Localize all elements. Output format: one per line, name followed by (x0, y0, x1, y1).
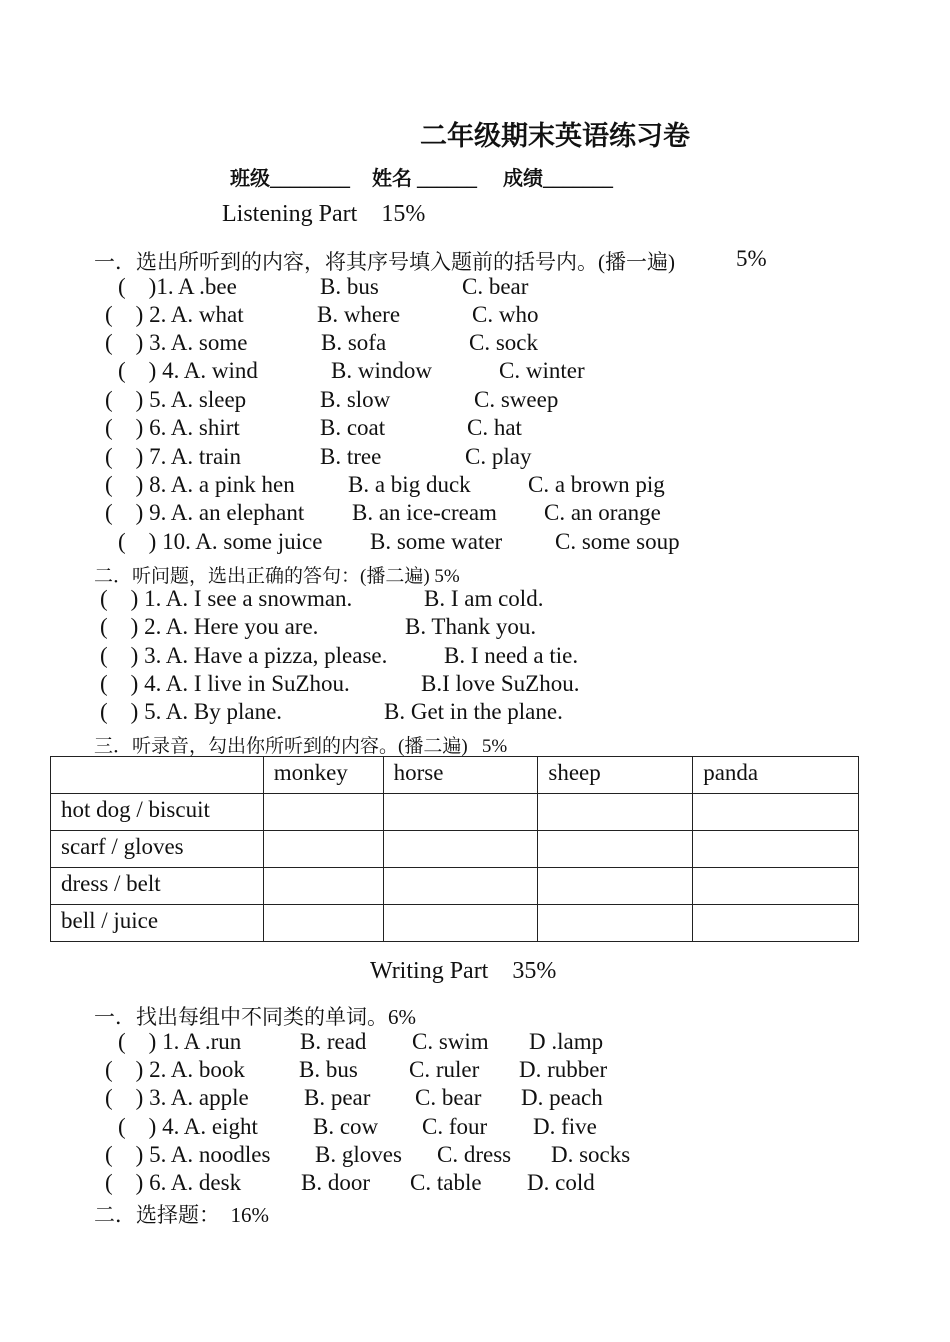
row-label: bell / juice (51, 905, 264, 942)
item-option-b: B. I am cold. (424, 586, 544, 611)
writing-sec1-instruction: 一．找出每组中不同类的单词。6% (94, 1005, 416, 1029)
check-cell[interactable] (693, 831, 859, 868)
item-option-a: ( ) 6. A. shirt (105, 415, 240, 440)
item-option-c: C. some soup (555, 529, 680, 554)
check-cell[interactable] (263, 905, 383, 942)
check-cell[interactable] (263, 794, 383, 831)
item-option-b: B. gloves (315, 1142, 402, 1167)
item-option-a: ( ) 4. A. eight (118, 1114, 258, 1139)
row-label: hot dog / biscuit (51, 794, 264, 831)
check-cell[interactable] (693, 905, 859, 942)
check-cell[interactable] (693, 868, 859, 905)
item-option-b: B. door (301, 1170, 370, 1195)
item-option-a: ( ) 4. A. I live in SuZhou. (100, 671, 350, 696)
item-option-c: C. swim (412, 1029, 489, 1054)
item-option-c: C. a brown pig (528, 472, 665, 497)
item-option-d: D. five (533, 1114, 597, 1139)
listening-sec3-instruction: 三．听录音，勾出你所听到的内容。(播二遍) 5% (94, 736, 508, 757)
item-option-a: ( ) 5. A. noodles (105, 1142, 271, 1167)
item-option-a: ( ) 3. A. some (105, 330, 248, 355)
check-cell[interactable] (538, 905, 693, 942)
item-option-b: B. pear (304, 1085, 371, 1110)
table-header-cell: sheep (538, 757, 693, 794)
check-cell[interactable] (263, 831, 383, 868)
check-cell[interactable] (383, 868, 538, 905)
item-option-b: B. Get in the plane. (384, 699, 563, 724)
item-option-c: C. four (422, 1114, 488, 1139)
item-option-b: B. coat (320, 415, 386, 440)
item-option-b: B. some water (370, 529, 503, 554)
answer-grid (50, 756, 859, 942)
item-option-b: B. a big duck (348, 472, 471, 497)
check-cell[interactable] (538, 868, 693, 905)
item-option-a: ( ) 3. A. apple (105, 1085, 249, 1110)
table-header-cell: horse (383, 757, 538, 794)
listening-heading: Listening Part 15% (222, 201, 426, 227)
item-option-a: ( ) 2. A. book (105, 1057, 245, 1082)
check-cell[interactable] (538, 794, 693, 831)
item-option-a: ( ) 5. A. By plane. (100, 699, 283, 724)
item-option-b: B. slow (320, 387, 391, 412)
item-option-b: B. window (331, 358, 432, 383)
page-title: 二年级期末英语练习卷 (420, 121, 690, 151)
writing-sec2-instruction: 二．选择题： 16% (94, 1203, 269, 1227)
item-option-c: C. table (410, 1170, 482, 1195)
item-option-c: C. hat (467, 415, 522, 440)
item-option-c: C. bear (462, 274, 529, 299)
check-cell[interactable] (693, 794, 859, 831)
item-option-b: B. tree (320, 444, 382, 469)
item-option-b: B. an ice-cream (352, 500, 497, 525)
name-field: 姓名 ______ (372, 168, 477, 190)
item-option-a: ( ) 5. A. sleep (105, 387, 247, 412)
item-option-a: ( ) 8. A. a pink hen (105, 472, 295, 497)
item-option-a: ( ) 9. A. an elephant (105, 500, 305, 525)
row-label: dress / belt (51, 868, 264, 905)
item-option-a: ( ) 4. A. wind (118, 358, 258, 383)
table-row (51, 794, 859, 831)
item-option-d: D. cold (527, 1170, 595, 1195)
row-label: scarf / gloves (51, 831, 264, 868)
item-option-b: B. cow (313, 1114, 379, 1139)
table-header-cell: monkey (263, 757, 383, 794)
item-option-b: B. read (300, 1029, 367, 1054)
item-option-a: ( ) 10. A. some juice (118, 529, 323, 554)
class-field: 班级________ (230, 168, 350, 190)
table-row (51, 868, 859, 905)
item-option-d: D .lamp (529, 1029, 604, 1054)
score-field: 成绩_______ (503, 168, 613, 190)
item-option-c: C. sock (469, 330, 538, 355)
item-option-c: C. dress (437, 1142, 512, 1167)
item-option-a: ( ) 3. A. Have a pizza, please. (100, 643, 388, 668)
table-row (51, 831, 859, 868)
item-option-d: D. socks (551, 1142, 631, 1167)
item-option-a: ( ) 6. A. desk (105, 1170, 242, 1195)
item-option-a: ( ) 1. A .run (118, 1029, 242, 1054)
item-option-c: C. an orange (544, 500, 661, 525)
check-cell[interactable] (538, 831, 693, 868)
item-option-b: B. Thank you. (405, 614, 537, 639)
writing-heading: Writing Part 35% (370, 958, 557, 984)
item-option-a: ( ) 7. A. train (105, 444, 242, 469)
item-option-b: B. bus (320, 274, 379, 299)
item-option-a: ( ) 2. A. Here you are. (100, 614, 319, 639)
item-option-b: B. sofa (321, 330, 387, 355)
item-option-b: B. where (317, 302, 401, 327)
check-cell[interactable] (383, 831, 538, 868)
check-cell[interactable] (383, 794, 538, 831)
item-option-b: B. bus (299, 1057, 358, 1082)
check-cell[interactable] (383, 905, 538, 942)
check-cell[interactable] (263, 868, 383, 905)
item-option-d: D. peach (521, 1085, 603, 1110)
listening-sec2-instruction: 二．听问题，选出正确的答句：(播二遍) 5% (94, 566, 460, 587)
item-option-c: C. winter (499, 358, 585, 383)
item-option-a: ( )1. A .bee (118, 274, 237, 299)
listening-sec1-instruction: 一．选出所听到的内容，将其序号填入题前的括号内。(播一遍) (94, 250, 675, 274)
item-option-c: C. play (465, 444, 532, 469)
item-option-d: D. rubber (519, 1057, 608, 1082)
table-header-cell (51, 757, 264, 794)
item-option-b: B. I need a tie. (444, 643, 579, 668)
item-option-a: ( ) 2. A. what (105, 302, 244, 327)
item-option-c: C. sweep (474, 387, 559, 412)
item-option-c: C. ruler (409, 1057, 480, 1082)
item-option-a: ( ) 1. A. I see a snowman. (100, 586, 353, 611)
table-row (51, 905, 859, 942)
item-option-b: B.I love SuZhou. (421, 671, 580, 696)
listening-sec1-points: 5% (736, 246, 767, 271)
table-header-cell: panda (693, 757, 859, 794)
table-header-row (51, 757, 859, 794)
item-option-c: C. who (472, 302, 539, 327)
item-option-c: C. bear (415, 1085, 482, 1110)
